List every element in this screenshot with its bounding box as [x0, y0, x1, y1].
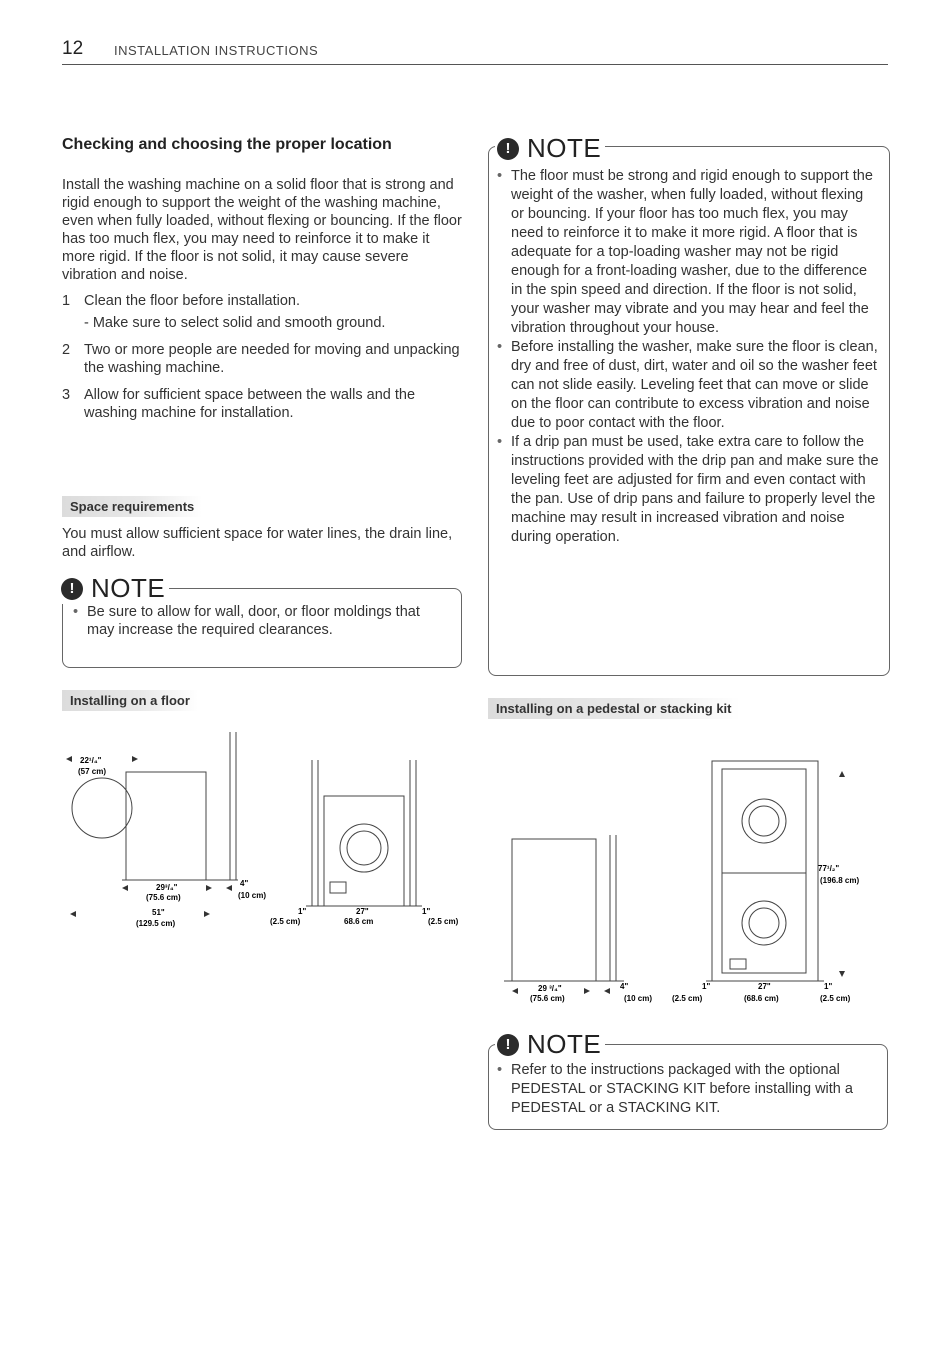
exclamation-icon: !: [497, 1034, 519, 1056]
side-right-dim: 1": [422, 907, 431, 916]
note-header: [495, 133, 605, 164]
rear-dim-cm: (10 cm): [238, 891, 267, 900]
total-dim-cm: (129.5 cm): [136, 919, 176, 928]
height-dim-cm: (196.8 cm): [820, 876, 860, 885]
step-number: 1: [62, 293, 71, 309]
washer-side-outline: [512, 839, 596, 981]
side-left-dim-cm: (2.5 cm): [672, 994, 703, 1003]
depth-dim-cm: (75.6 cm): [146, 893, 181, 902]
location-heading: Checking and choosing the proper location: [62, 136, 392, 153]
note-item: • Refer to the instructions packaged with the optional PEDESTAL or STACKING KIT before installing with a PEDESTAL or a STACKING KIT.: [495, 1061, 875, 1118]
exclamation-icon: !: [61, 578, 83, 600]
side-left-dim-cm: (2.5 cm): [270, 917, 301, 926]
depth-dim: 29 ³/₄": [538, 984, 562, 993]
space-text: You must allow sufficient space for water lines, the drain line, and airflow.: [62, 526, 453, 560]
width-dim-cm: (68.6 cm): [744, 994, 779, 1003]
floor-section-heading-wrap: [62, 690, 198, 711]
note-header: [59, 573, 169, 604]
door-dim: 22¹/₄": [80, 756, 102, 765]
step-number: 2: [62, 342, 71, 358]
step-subtext: - Make sure to select solid and smooth ground.: [84, 315, 386, 331]
note-item: • Be sure to allow for wall, door, or floor moldings that may increase the required clearances.: [71, 603, 451, 639]
location-steps: [62, 292, 462, 422]
rear-dim: 4": [620, 982, 629, 991]
step-item: [62, 292, 462, 332]
side-left-dim: 1": [298, 907, 307, 916]
rear-dim-cm: (10 cm): [624, 994, 653, 1003]
note-label: NOTE: [91, 573, 166, 603]
stack-frame: [712, 761, 818, 981]
note-main-list: [495, 167, 879, 547]
page-number: 12: [62, 38, 84, 59]
pedestal-heading: Installing on a pedestal or stacking kit: [488, 698, 740, 719]
pedestal-diagram: [490, 755, 890, 1010]
page-header: [62, 38, 888, 65]
note-header: [495, 1029, 605, 1060]
location-intro: Install the washing machine on a solid floor that is strong and rigid enough to support the weight of the washing machine, even when fully loaded, without flexing or bouncing. If the floor has too much flex, you may need to reinforce it to make it more rigid. If the floor is not solid, it may cause severe vibration and noise.: [62, 177, 462, 283]
step-item: [62, 341, 462, 377]
side-right-dim-cm: (2.5 cm): [820, 994, 851, 1003]
depth-dim: 29³/₄": [156, 883, 178, 892]
floor-diagram: [60, 730, 470, 940]
width-dim-cm: 68.6 cm: [344, 917, 374, 926]
pedestal-section-heading-wrap: [488, 698, 740, 719]
page-title: INSTALLATION INSTRUCTIONS: [114, 43, 319, 58]
note-label: NOTE: [527, 1029, 602, 1059]
space-section: [62, 496, 462, 561]
door-swing-circle: [72, 778, 132, 838]
step-number: 3: [62, 387, 71, 403]
step-item: [62, 386, 462, 422]
note-pedestal-list: [495, 1061, 875, 1118]
note-space-list: [71, 603, 451, 639]
floor-heading: Installing on a floor: [62, 690, 198, 711]
exclamation-icon: !: [497, 138, 519, 160]
step-text: Clean the floor before installation.: [84, 293, 301, 309]
rear-dim: 4": [240, 879, 249, 888]
washer-side-outline: [126, 772, 206, 880]
lower-unit: [722, 873, 806, 973]
note-label: NOTE: [527, 133, 602, 163]
depth-dim-cm: (75.6 cm): [530, 994, 565, 1003]
washer-front-outline: [324, 796, 404, 906]
step-text: Two or more people are needed for moving and unpacking the washing machine.: [84, 342, 460, 376]
width-dim: 27": [758, 982, 771, 991]
door-dim-cm: (57 cm): [78, 767, 107, 776]
upper-unit: [722, 769, 806, 873]
note-item: • Before installing the washer, make sure the floor is clean, dry and free of dust, dirt, water and oil so the washer feet can not slide easily. Leveling feet that can move or slide on the floor can contribute to excess vibration and noise due to poor contact with the floor.: [495, 338, 879, 433]
note-space-box: [62, 573, 462, 668]
side-right-dim: 1": [824, 982, 833, 991]
note-pedestal-box: [488, 1029, 888, 1130]
total-dim: 51": [152, 908, 165, 917]
side-left-dim: 1": [702, 982, 711, 991]
note-main-box: [488, 133, 890, 676]
step-text: Allow for sufficient space between the walls and the washing machine for installation.: [84, 387, 416, 421]
height-dim: 77¹/₂": [818, 864, 840, 873]
side-right-dim-cm: (2.5 cm): [428, 917, 459, 926]
location-section: [62, 136, 462, 431]
space-heading: Space requirements: [62, 496, 202, 517]
note-item: • The floor must be strong and rigid enough to support the weight of the washer, when fully loaded, without flexing or bouncing. If your floor has too much flex, you may need to reinforce it to make it more rigid. A floor that is adequate for a top-loading washer may not be rigid enough for a front-loading washer, due to the difference in the spin speed and direction. If the floor is not solid, your washer may vibrate and you may hear and feel the vibration throughout your house.: [495, 167, 879, 338]
width-dim: 27": [356, 907, 369, 916]
note-item: • If a drip pan must be used, take extra care to follow the instructions provided with the drip pan and make sure the leveling feet are adjusted for firm and even contact with the pan. Use of drip pans and failure to properly level the machine may result in increased vibration and noise during operation.: [495, 433, 879, 547]
